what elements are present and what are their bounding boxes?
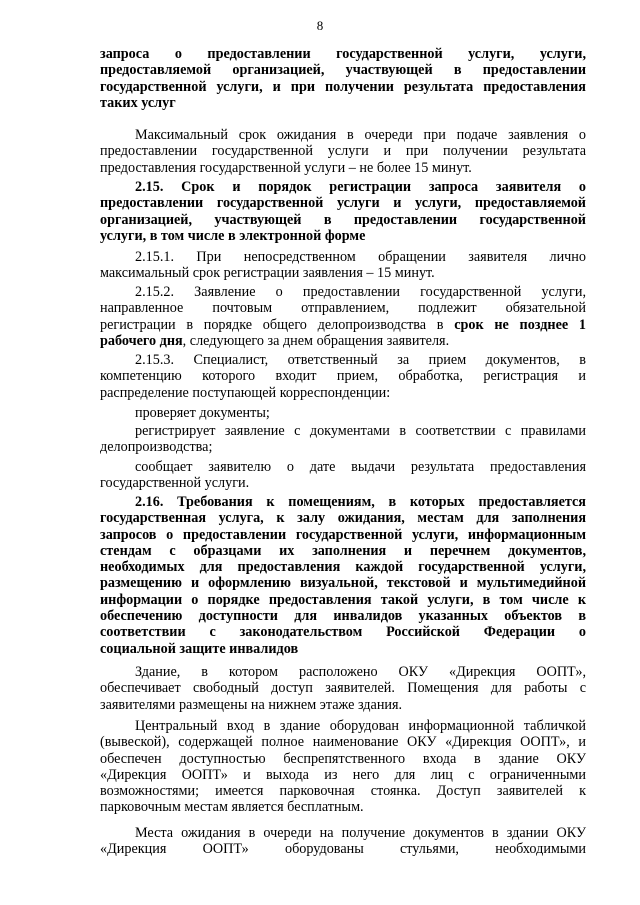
text-line: 2.15. Срок и порядок регистрации запроса заявителя о [135, 179, 586, 195]
text-line: стендам с образцами их заполнения и перечнем документов, [100, 542, 586, 559]
text-run: регистрации в порядке общего делопроизводства в [100, 316, 455, 333]
text-line: Места ожидания в очереди на получение документов в здании ОКУ [135, 825, 586, 841]
page-number: 8 [316, 18, 324, 33]
text-line: «Дирекция ООПТ» и выхода из него для лиц с ограниченными [100, 766, 586, 783]
text-line: компетенцию которого входит прием, обработка, регистрация и [100, 368, 586, 385]
paragraph-building [100, 664, 586, 713]
text-line: делопроизводства; [100, 439, 213, 456]
deadline-emphasis: рабочего дня [100, 332, 183, 349]
text-line: проверяет документы; [135, 405, 270, 421]
deadline-emphasis: срок не позднее 1 [454, 316, 586, 333]
list-item-check [100, 405, 586, 421]
text-line: запросов о предоставлении государственной услуги, информационным [100, 526, 586, 543]
text-line: запроса о предоставлении государственной услуги, услуги, [100, 46, 586, 62]
text-line: Центральный вход в здание оборудован информационной табличкой [135, 718, 586, 734]
text-line: максимальный срок регистрации заявления – 15 минут. [100, 265, 435, 282]
text-line: 2.15.1. При непосредственном обращении заявителя лично [135, 249, 586, 265]
list-item-register [100, 423, 586, 456]
text-line: Здание, в котором расположено ОКУ «Дирекция ООПТ», [135, 664, 586, 680]
text-line: парковочным местам является бесплатным. [100, 799, 364, 816]
text-line: возможностями; имеется парковочная стоянка. Доступ заявителей к [100, 783, 586, 800]
text-line: обеспечению доступности для инвалидов указанных объектов в [100, 608, 586, 625]
text-line: (вывеской), содержащей полное наименование ОКУ «Дирекция ООПТ», и [100, 734, 586, 751]
text-line: государственной услуги, и при получении результата предоставления [100, 78, 586, 95]
text-line: размещению и оформлению визуальной, текстовой и мультимедийной [100, 575, 586, 592]
text-line: сообщает заявителю о дате выдачи результата предоставления [135, 459, 586, 475]
text-line: обеспечен доступностью беспрепятственного входа в здание ОКУ [100, 750, 586, 767]
text-line: 2.15.2. Заявление о предоставлении государственной услуги, [135, 284, 586, 300]
paragraph-wait-time [100, 127, 586, 176]
text-line: предоставлении государственной услуги и при получении результата [100, 143, 586, 160]
paragraph-2-15-1 [100, 249, 586, 282]
text-line: услуги, в том числе в электронной форме [100, 227, 366, 244]
text-line: 2.15.3. Специалист, ответственный за прием документов, в [135, 352, 586, 368]
text-line: предоставляемой организацией, участвующей в предоставлении [100, 62, 586, 79]
text-line: социальной защите инвалидов [100, 640, 299, 657]
text-line: предоставления государственной услуги – не более 15 минут. [100, 159, 472, 176]
text-line: направленное почтовым отправлением, подлежит обязательной [100, 300, 586, 317]
text-line: 2.16. Требования к помещениям, в которых предоставляется [135, 494, 586, 510]
heading-2-14-continuation [100, 46, 586, 111]
paragraph-2-15-2 [100, 284, 586, 349]
text-line: государственной услуги. [100, 475, 250, 492]
list-item-notify [100, 459, 586, 492]
text-line: соответствии с законодательством Российской Федерации о [100, 624, 586, 641]
text-line: «Дирекция ООПТ» оборудованы стульями, необходимыми [100, 841, 586, 858]
text-run: , следующего за днем обращения заявителя. [182, 332, 450, 349]
text-line: предоставлении государственной услуги и услуги, предоставляемой [100, 195, 586, 212]
text-line: заявителями размещены на нижнем этаже здания. [100, 696, 403, 713]
text-line: распределение поступающей корреспонденции: [100, 384, 391, 401]
paragraph-2-15-3 [100, 352, 586, 401]
heading-2-15 [100, 179, 586, 244]
text-line: таких услуг [100, 94, 176, 111]
text-line: обеспечивает свободный доступ заявителей. Помещения для работы с [100, 680, 586, 697]
heading-2-16 [100, 494, 586, 657]
text-line [100, 317, 586, 333]
text-line: информации о порядке предоставления такой услуги, в том числе к [100, 591, 586, 608]
text-line: государственная услуга, к залу ожидания, местам для заполнения [100, 510, 586, 527]
text-line: регистрирует заявление с документами в соответствии с правилами [135, 423, 586, 439]
text-line: организацией, участвующей в предоставлении государственной [100, 211, 586, 228]
paragraph-waiting-places [100, 825, 586, 858]
text-line [100, 333, 586, 349]
text-line: Максимальный срок ожидания в очереди при подаче заявления о [135, 127, 586, 143]
text-line: необходимых для предоставления каждой государственной услуги, [100, 559, 586, 576]
paragraph-entrance [100, 718, 586, 816]
